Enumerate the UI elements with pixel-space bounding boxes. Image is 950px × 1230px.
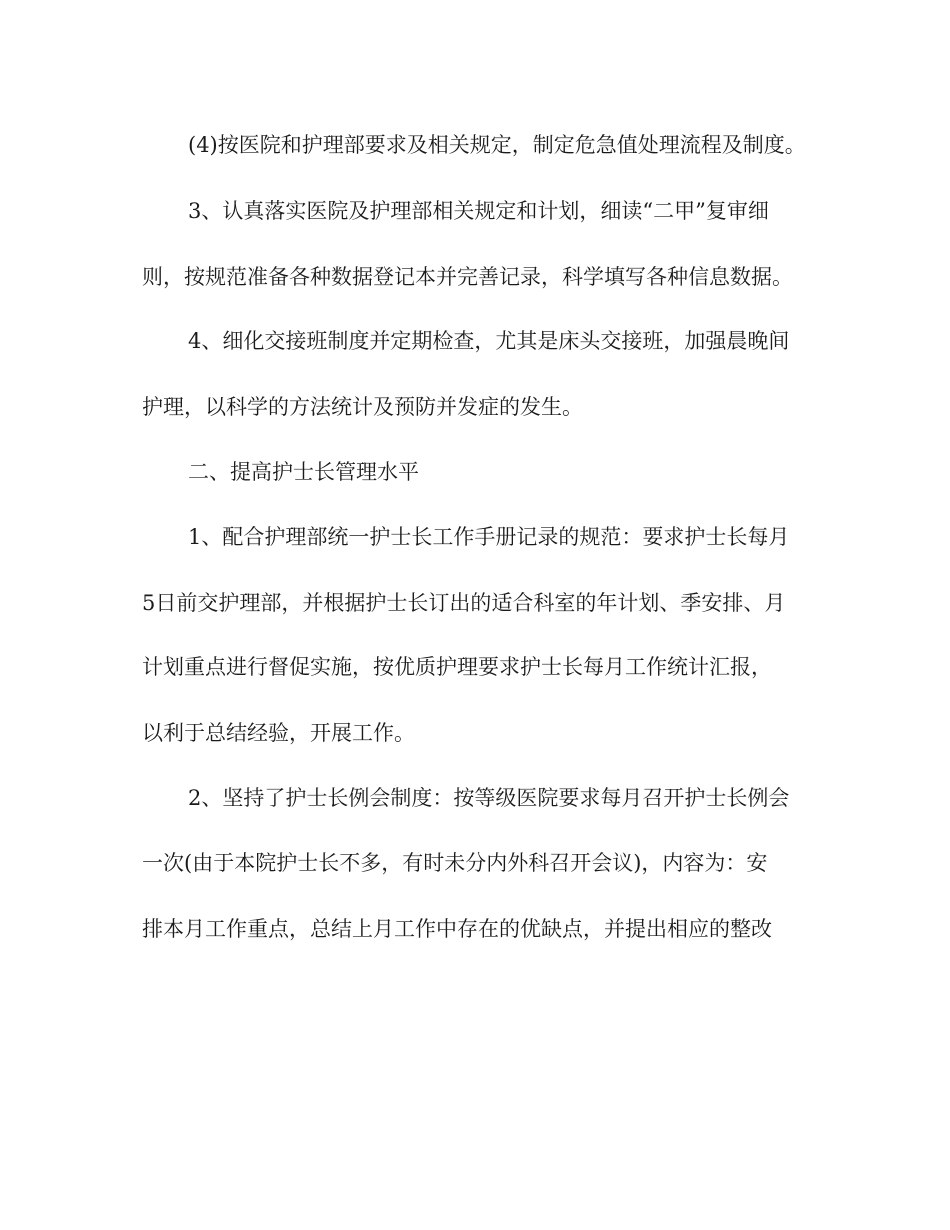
paragraph-line: 1、配合护理部统一护士长工作手册记录的规范：要求护士长每月 [188,525,790,549]
section-heading: 二、提高护士长管理水平 [188,460,419,484]
paragraph-line: 排本月工作重点，总结上月工作中存在的优缺点，并提出相应的整改 [142,917,772,941]
paragraph-line: (4)按医院和护理部要求及相关规定，制定危急值处理流程及制度。 [188,133,806,157]
paragraph-line: 计划重点进行督促实施，按优质护理要求护士长每月工作统计汇报， [142,655,772,679]
paragraph-line: 4、细化交接班制度并定期检查，尤其是床头交接班，加强晨晚间 [188,329,790,353]
paragraph-line: 3、认真落实医院及护理部相关规定和计划，细读“二甲”复审细 [188,199,769,223]
paragraph-line: 一次(由于本院护士长不多，有时未分内外科召开会议)，内容为：安 [142,851,768,875]
paragraph-line: 2、坚持了护士长例会制度：按等级医院要求每月召开护士长例会 [188,786,790,810]
paragraph-line: 5日前交护理部，并根据护士长订出的适合科室的年计划、季安排、月 [142,591,786,615]
paragraph-line: 以利于总结经验，开展工作。 [142,721,415,745]
paragraph-line: 护理，以科学的方法统计及预防并发症的发生。 [142,395,583,419]
paragraph-line: 则，按规范准备各种数据登记本并完善记录，科学填写各种信息数据。 [142,265,793,289]
